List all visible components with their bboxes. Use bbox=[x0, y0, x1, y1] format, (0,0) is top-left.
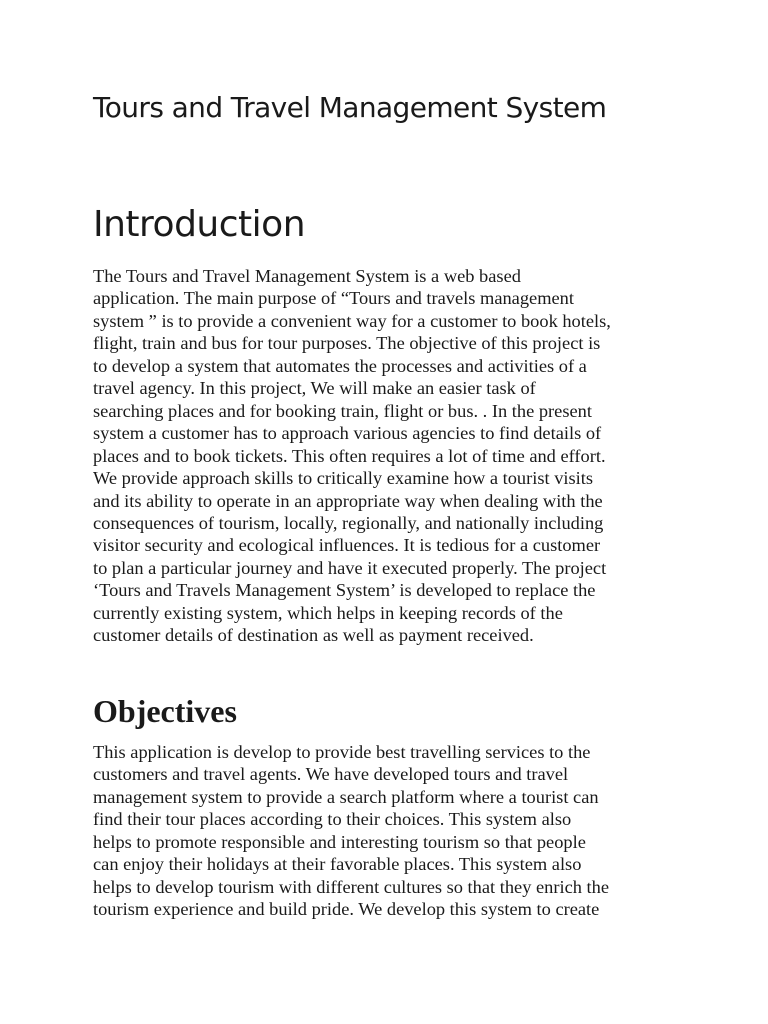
text-line: and its ability to operate in an appropriate way when dealing with the bbox=[93, 490, 603, 511]
text-line: application. The main purpose of “Tours and travels management bbox=[93, 288, 574, 309]
text-line: tourism experience and build pride. We develop this system to create bbox=[93, 899, 600, 920]
text-line: system a customer has to approach various agencies to find details of bbox=[93, 423, 602, 444]
objectives-heading: Objectives bbox=[93, 693, 237, 729]
document-title: Tours and Travel Management System bbox=[93, 91, 607, 124]
text-line: places and to book tickets. This often requires a lot of time and effort. bbox=[93, 445, 606, 466]
text-line: can enjoy their holidays at their favorable places. This system also bbox=[93, 854, 582, 875]
text-line: helps to develop tourism with different cultures so that they enrich the bbox=[93, 876, 610, 897]
text-line: visitor security and ecological influences. It is tedious for a customer bbox=[93, 535, 601, 556]
text-line: management system to provide a search platform where a tourist can bbox=[93, 786, 599, 807]
text-line: The Tours and Travel Management System is a web based bbox=[93, 266, 521, 286]
text-line: searching places and for booking train, flight or bus. . In the present bbox=[93, 400, 592, 421]
text-line: ‘Tours and Travels Management System’ is developed to replace the bbox=[93, 580, 596, 601]
text-line: to develop a system that automates the processes and activities of a bbox=[93, 355, 587, 376]
text-line: We provide approach skills to critically examine how a tourist visits bbox=[93, 468, 594, 489]
text-line: currently existing system, which helps in keeping records of the bbox=[93, 602, 563, 623]
text-line: find their tour places according to their choices. This system also bbox=[93, 809, 572, 830]
text-line: consequences of tourism, locally, regionally, and nationally including bbox=[93, 512, 604, 533]
text-line: This application is develop to provide best travelling services to the bbox=[93, 742, 591, 762]
introduction-heading: Introduction bbox=[93, 204, 306, 245]
text-line: travel agency. In this project, We will make an easier task of bbox=[93, 378, 536, 399]
text-line: flight, train and bus for tour purposes. The objective of this project is bbox=[93, 333, 601, 354]
objectives-paragraph bbox=[93, 741, 683, 921]
introduction-paragraph bbox=[93, 265, 683, 647]
text-line: system ” is to provide a convenient way for a customer to book hotels, bbox=[93, 310, 611, 331]
text-line: customers and travel agents. We have developed tours and travel bbox=[93, 764, 569, 785]
text-line: helps to promote responsible and interesting tourism so that people bbox=[93, 831, 586, 852]
text-line: customer details of destination as well as payment received. bbox=[93, 625, 534, 646]
text-line: to plan a particular journey and have it executed properly. The project bbox=[93, 557, 607, 578]
